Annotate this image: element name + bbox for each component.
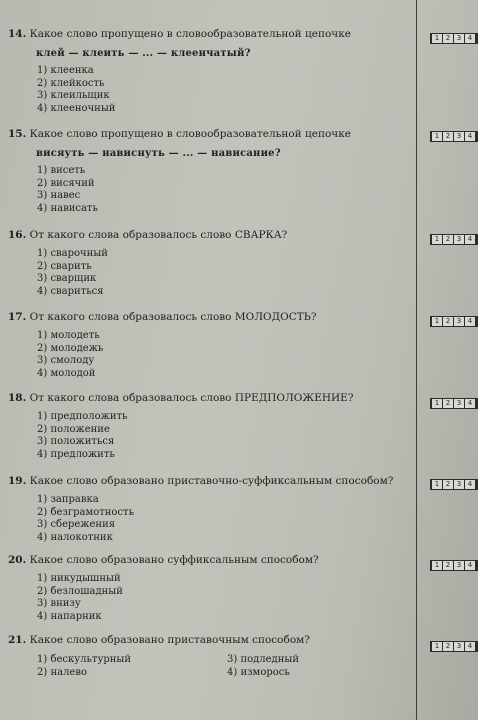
options-list — [8, 494, 408, 545]
answer-cell[interactable]: 2 — [443, 399, 453, 408]
question-number: 16. — [8, 229, 27, 241]
answer-cell[interactable]: 4 — [465, 642, 475, 651]
question-text: Какое слово образовано приставочно-суффиксальным способом? — [29, 475, 394, 487]
option[interactable]: 4) предложить — [37, 449, 115, 461]
question-text: Какое слово образовано суффиксальным способом? — [29, 554, 319, 566]
option[interactable]: 4) напарник — [37, 611, 102, 623]
option[interactable]: 2) висячий — [37, 177, 95, 189]
question-text: Какое слово образовано приставочным способом? — [29, 634, 310, 646]
answer-box-20 — [430, 560, 478, 571]
answer-cell[interactable]: 3 — [454, 480, 464, 489]
option[interactable]: 2) положение — [37, 423, 110, 435]
answer-cell[interactable]: 4 — [465, 34, 475, 43]
answer-cell[interactable]: 2 — [443, 561, 453, 570]
answer-cell[interactable]: 2 — [443, 132, 453, 141]
options-list — [8, 573, 408, 624]
question-number: 20. — [8, 554, 27, 566]
answer-box-17 — [430, 316, 478, 327]
answer-cell[interactable]: 1 — [432, 132, 442, 141]
options-list — [8, 248, 408, 299]
answer-cell[interactable]: 1 — [432, 561, 442, 570]
word-chain: висяуть — нависнуть — ... — нависание? — [36, 148, 281, 159]
option[interactable]: 1) висеть — [37, 165, 86, 176]
answer-box-19 — [430, 479, 478, 490]
answer-cell[interactable]: 1 — [432, 399, 442, 408]
option[interactable]: 4) налокотник — [37, 532, 113, 544]
question-number: 14. — [8, 28, 27, 40]
question-text: От какого слова образовалось слово МОЛОДОСТЬ? — [29, 311, 317, 323]
question-text: От какого слова образовалось слово ПРЕДПОЛОЖЕНИЕ? — [29, 392, 354, 404]
answer-box-15 — [430, 131, 478, 142]
option[interactable]: 3) сварщик — [37, 273, 97, 285]
options-list — [8, 65, 408, 116]
option[interactable]: 2) клейкость — [37, 77, 105, 89]
question-18 — [8, 392, 408, 462]
option[interactable]: 1) никудышный — [37, 573, 121, 584]
answer-cell[interactable]: 3 — [454, 399, 464, 408]
answer-cell[interactable]: 1 — [432, 480, 442, 489]
answer-cell[interactable]: 2 — [443, 34, 453, 43]
option[interactable]: 4) клееночный — [37, 103, 116, 115]
question-text: Какое слово пропущено в словообразовательной цепочке — [29, 28, 352, 40]
option[interactable]: 3) внизу — [37, 598, 81, 610]
question-number: 17. — [8, 311, 27, 323]
answer-cell[interactable]: 1 — [432, 642, 442, 651]
options-list — [8, 330, 408, 381]
answer-cell[interactable]: 3 — [454, 132, 464, 141]
answer-cell[interactable]: 4 — [465, 235, 475, 244]
answer-cell[interactable]: 3 — [454, 317, 464, 326]
answer-box-14 — [430, 33, 478, 44]
answer-cell[interactable]: 4 — [465, 132, 475, 141]
question-16 — [8, 229, 408, 299]
answer-cell[interactable]: 4 — [465, 480, 475, 489]
option[interactable]: 1) заправка — [37, 494, 99, 505]
option[interactable]: 2) налево — [37, 666, 87, 678]
option[interactable]: 2) безграмотность — [37, 506, 135, 518]
answer-cell[interactable]: 3 — [454, 34, 464, 43]
option[interactable]: 3) навес — [37, 190, 81, 202]
option[interactable]: 2) безлошадный — [37, 585, 123, 597]
option[interactable]: 3) клеильщик — [37, 90, 110, 102]
answer-cell[interactable]: 1 — [432, 235, 442, 244]
option[interactable]: 3) сбережения — [37, 519, 116, 531]
options-list — [8, 165, 408, 216]
answer-box-16 — [430, 234, 478, 245]
option[interactable]: 3) положиться — [37, 436, 115, 448]
answer-cell[interactable]: 4 — [465, 399, 475, 408]
option[interactable]: 1) бескультурный — [37, 654, 132, 665]
answer-cell[interactable]: 2 — [443, 235, 453, 244]
answer-cell[interactable]: 3 — [454, 235, 464, 244]
option[interactable]: 3) подледный — [227, 654, 300, 665]
answer-cell[interactable]: 2 — [443, 480, 453, 489]
option[interactable]: 1) предположить — [37, 411, 128, 422]
answer-box-21 — [430, 641, 478, 652]
question-text: Какое слово пропущено в словообразовательной цепочке — [29, 128, 352, 140]
option[interactable]: 2) молодежь — [37, 342, 104, 354]
answer-cell[interactable]: 1 — [432, 34, 442, 43]
answer-cell[interactable]: 3 — [454, 561, 464, 570]
answer-cell[interactable]: 4 — [465, 561, 475, 570]
question-number: 19. — [8, 475, 27, 487]
option[interactable]: 1) молодеть — [37, 330, 100, 341]
margin-divider — [416, 0, 417, 720]
question-text: От какого слова образовалось слово СВАРКА? — [29, 229, 288, 241]
question-number: 15. — [8, 128, 27, 140]
answer-cell[interactable]: 4 — [465, 317, 475, 326]
option[interactable]: 2) сварить — [37, 260, 92, 272]
answer-cell[interactable]: 1 — [432, 317, 442, 326]
answer-cell[interactable]: 3 — [454, 642, 464, 651]
question-14 — [8, 28, 408, 116]
question-17 — [8, 311, 408, 381]
question-number: 21. — [8, 634, 27, 646]
word-chain: клей — клеить — ... — клеенчатый? — [36, 48, 251, 59]
option[interactable]: 1) клеенка — [37, 65, 94, 76]
option[interactable]: 4) изморось — [227, 666, 290, 678]
options-list — [8, 411, 408, 462]
answer-cell[interactable]: 2 — [443, 642, 453, 651]
question-19 — [8, 475, 408, 545]
question-21 — [8, 634, 408, 679]
option[interactable]: 1) сварочный — [37, 248, 108, 259]
option[interactable]: 4) нависать — [37, 203, 98, 215]
question-20 — [8, 554, 408, 624]
option[interactable]: 4) свариться — [37, 286, 104, 298]
answer-cell[interactable]: 2 — [443, 317, 453, 326]
options-list — [8, 654, 408, 679]
question-number: 18. — [8, 392, 27, 404]
answer-box-18 — [430, 398, 478, 409]
option[interactable]: 4) молодой — [37, 368, 96, 380]
question-15 — [8, 128, 408, 216]
option[interactable]: 3) смолоду — [37, 355, 95, 367]
